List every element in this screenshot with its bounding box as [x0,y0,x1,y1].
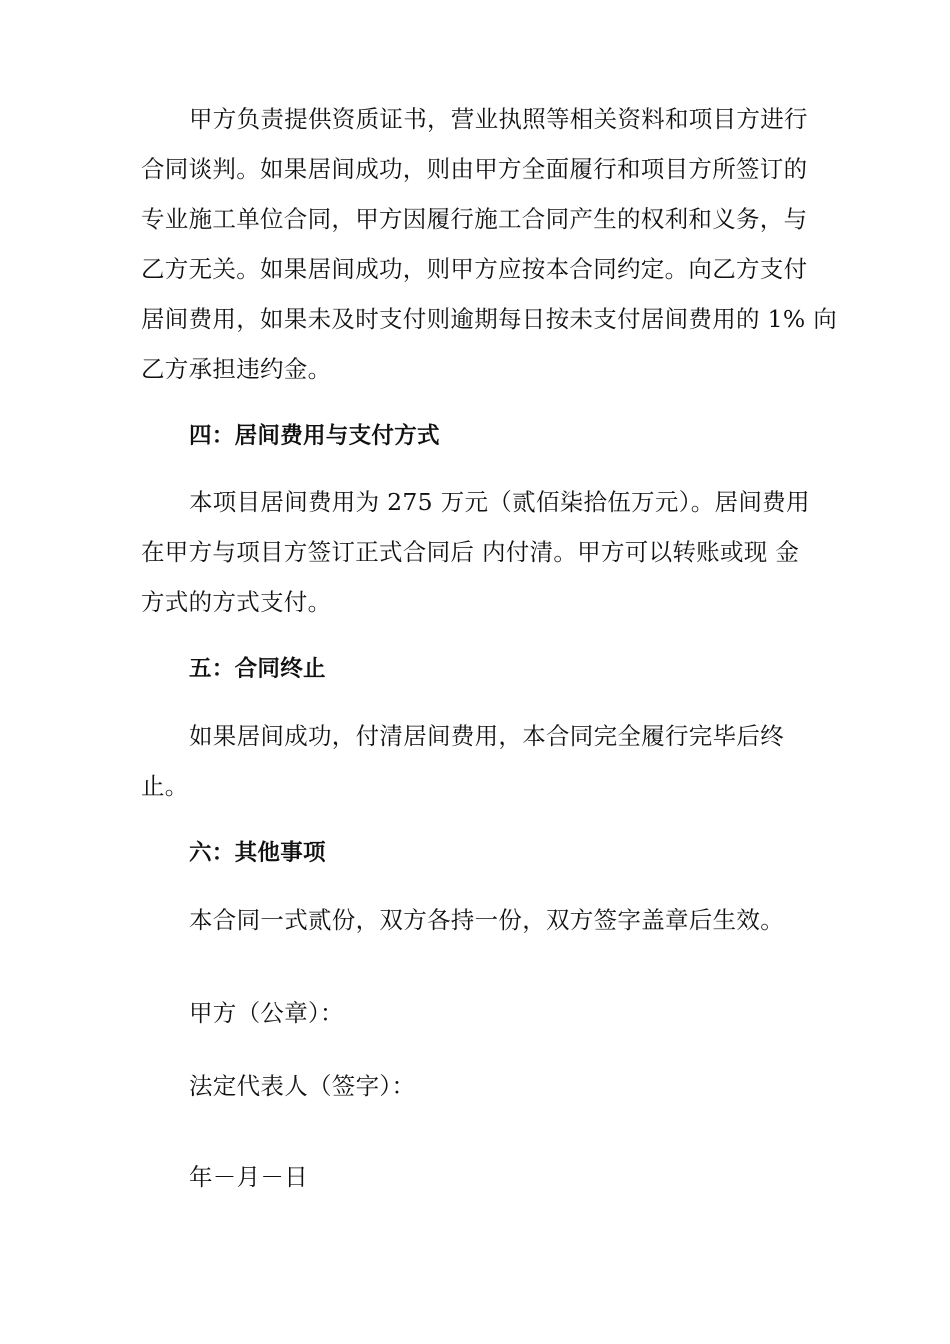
section5-heading: 五：合同终止 [189,656,326,682]
obligations-line-4: 乙方无关。如果居间成功，则甲方应按本合同约定。向乙方支付 [141,255,808,283]
section4-line-3: 方式的方式支付。 [141,588,332,616]
signature-party-a: 甲方（公章）： [189,999,344,1027]
section4-line-1: 本项目居间费用为 275 万元（贰佰柒拾伍万元）。居间费用 [189,488,810,516]
section6-line-1: 本合同一式贰份，双方各持一份，双方签字盖章后生效。 [189,906,784,934]
obligations-line-3: 专业施工单位合同，甲方因履行施工合同产生的权利和义务，与 [141,205,808,233]
obligations-line-5: 居间费用，如果未及时支付则逾期每日按未支付居间费用的 1% 向 [141,305,838,333]
section5-line-2: 止。 [141,772,189,800]
obligations-line-6: 乙方承担违约金。 [141,355,332,383]
signature-date: 年－月－日 [189,1163,308,1191]
section4-heading: 四：居间费用与支付方式 [189,423,440,449]
obligations-line-2: 合同谈判。如果居间成功，则由甲方全面履行和项目方所签订的 [141,155,808,183]
section6-heading: 六：其他事项 [189,840,326,866]
section4-line-2: 在甲方与项目方签订正式合同后 内付清。甲方可以转账或现 金 [141,538,800,566]
obligations-line-1: 甲方负责提供资质证书，营业执照等相关资料和项目方进行 [189,105,808,133]
section5-line-1: 如果居间成功，付清居间费用，本合同完全履行完毕后终 [189,722,784,750]
signature-legal-representative: 法定代表人（签字）： [189,1072,416,1100]
